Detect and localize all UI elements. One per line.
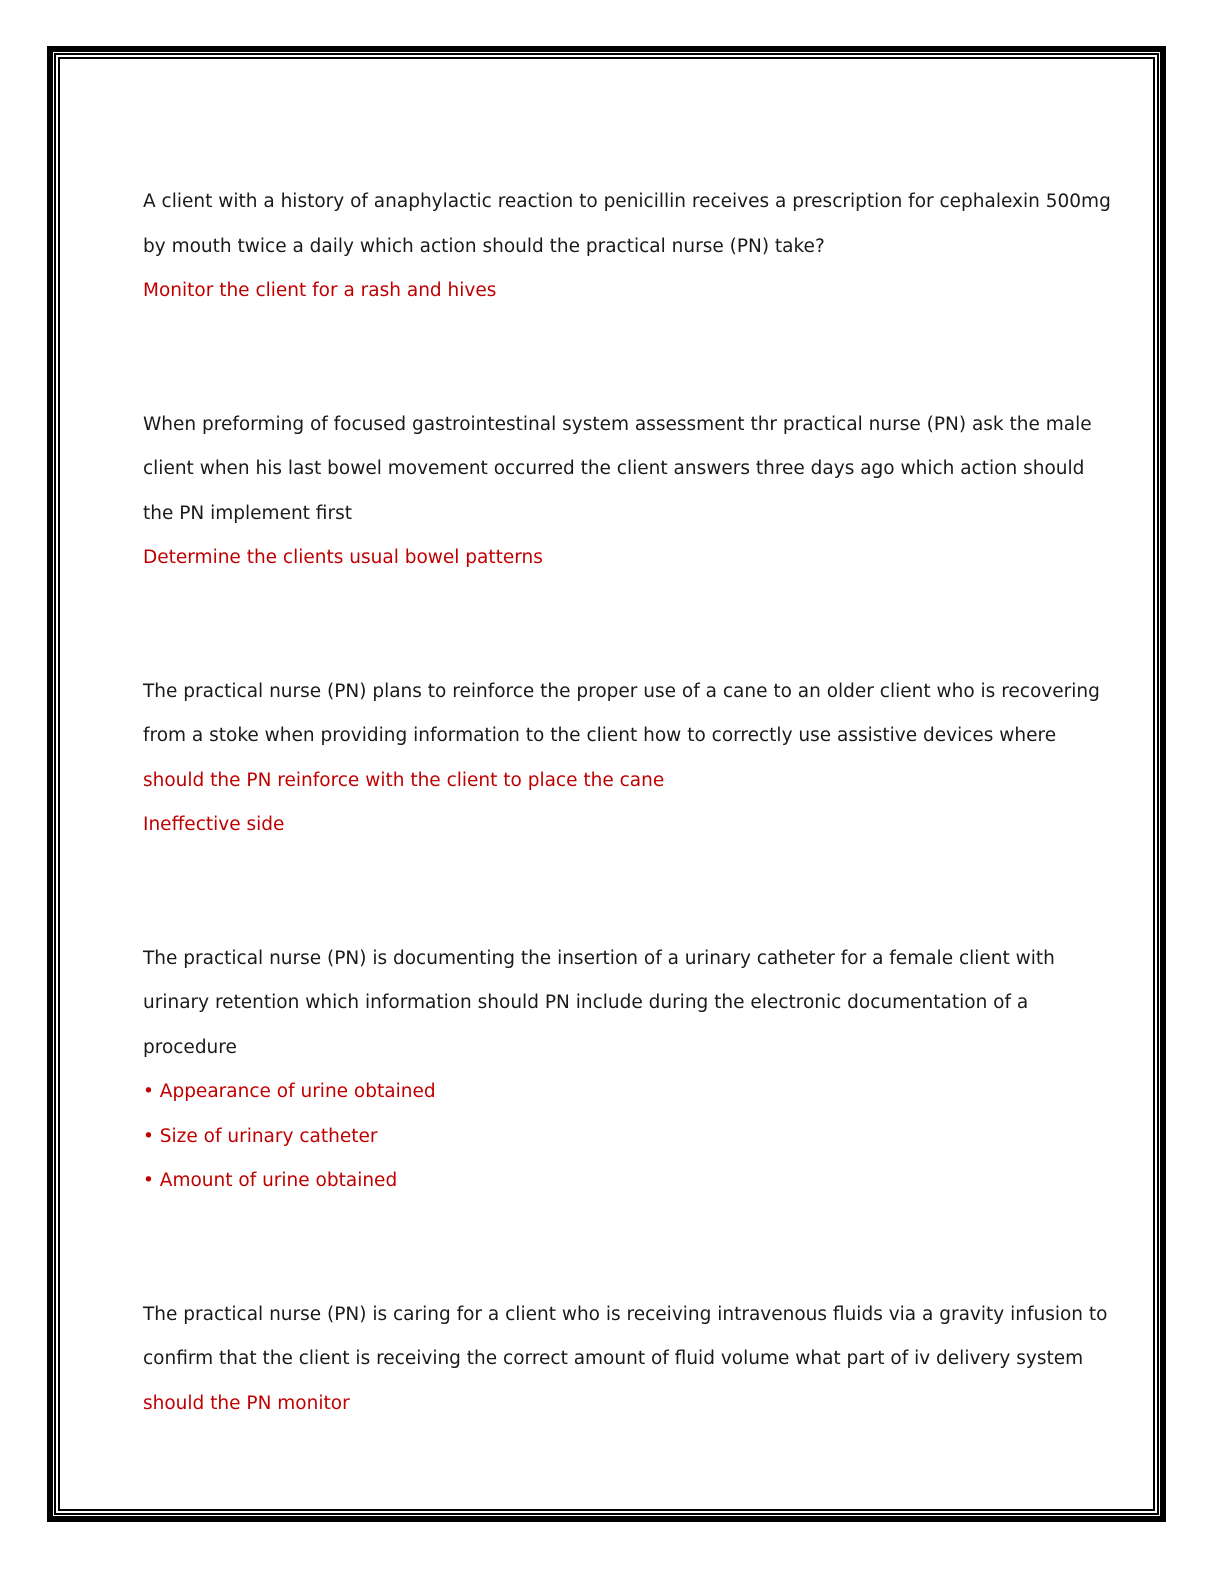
answer-bullet: • Size of urinary catheter xyxy=(143,1125,378,1147)
qa-block-3 xyxy=(143,670,1100,848)
question-line: The practical nurse (PN) plans to reinforce the proper use of a cane to an older client who is recovering xyxy=(143,680,1100,702)
answer-line: should the PN reinforce with the client to place the cane xyxy=(143,769,665,791)
answer-line: Ineffective side xyxy=(143,814,285,835)
answer-line: Monitor the client for a rash and hives xyxy=(143,280,497,301)
answer-line: Determine the clients usual bowel patterns xyxy=(143,547,543,568)
answer-bullet: • Appearance of urine obtained xyxy=(143,1081,436,1102)
question-line: A client with a history of anaphylactic reaction to penicillin receives a prescription for cephalexin 500mg xyxy=(143,191,1111,212)
spacer xyxy=(143,581,1083,670)
question-line: urinary retention which information should PN include during the electronic documentation of a xyxy=(143,992,1029,1013)
qa-block-4 xyxy=(143,937,1083,1204)
question-line: The practical nurse (PN) is documenting the insertion of a urinary catheter for a female client with xyxy=(143,947,1055,969)
question-line: by mouth twice a daily which action should the practical nurse (PN) take? xyxy=(143,235,825,257)
question-line: client when his last bowel movement occurred the client answers three days ago which action should xyxy=(143,458,1085,479)
answer-line: should the PN monitor xyxy=(143,1392,350,1414)
qa-block-1 xyxy=(143,180,1111,314)
spacer xyxy=(143,1204,1083,1293)
document-body xyxy=(143,180,1111,1426)
question-line: The practical nurse (PN) is caring for a client who is receiving intravenous fluids via a gravity infusion to xyxy=(143,1303,1108,1325)
question-line: from a stoke when providing information to the client how to correctly use assistive devices where xyxy=(143,725,1057,746)
question-line: the PN implement first xyxy=(143,502,352,524)
qa-block-5 xyxy=(143,1293,1108,1427)
question-line: confirm that the client is receiving the correct amount of fluid volume what part of iv delivery system xyxy=(143,1348,1084,1369)
spacer xyxy=(143,848,1083,937)
question-line: procedure xyxy=(143,1036,237,1058)
spacer xyxy=(143,314,1083,403)
question-line: When preforming of focused gastrointestinal system assessment thr practical nurse (PN) ask the male xyxy=(143,413,1092,435)
answer-bullet: • Amount of urine obtained xyxy=(143,1170,398,1191)
qa-block-2 xyxy=(143,403,1092,581)
